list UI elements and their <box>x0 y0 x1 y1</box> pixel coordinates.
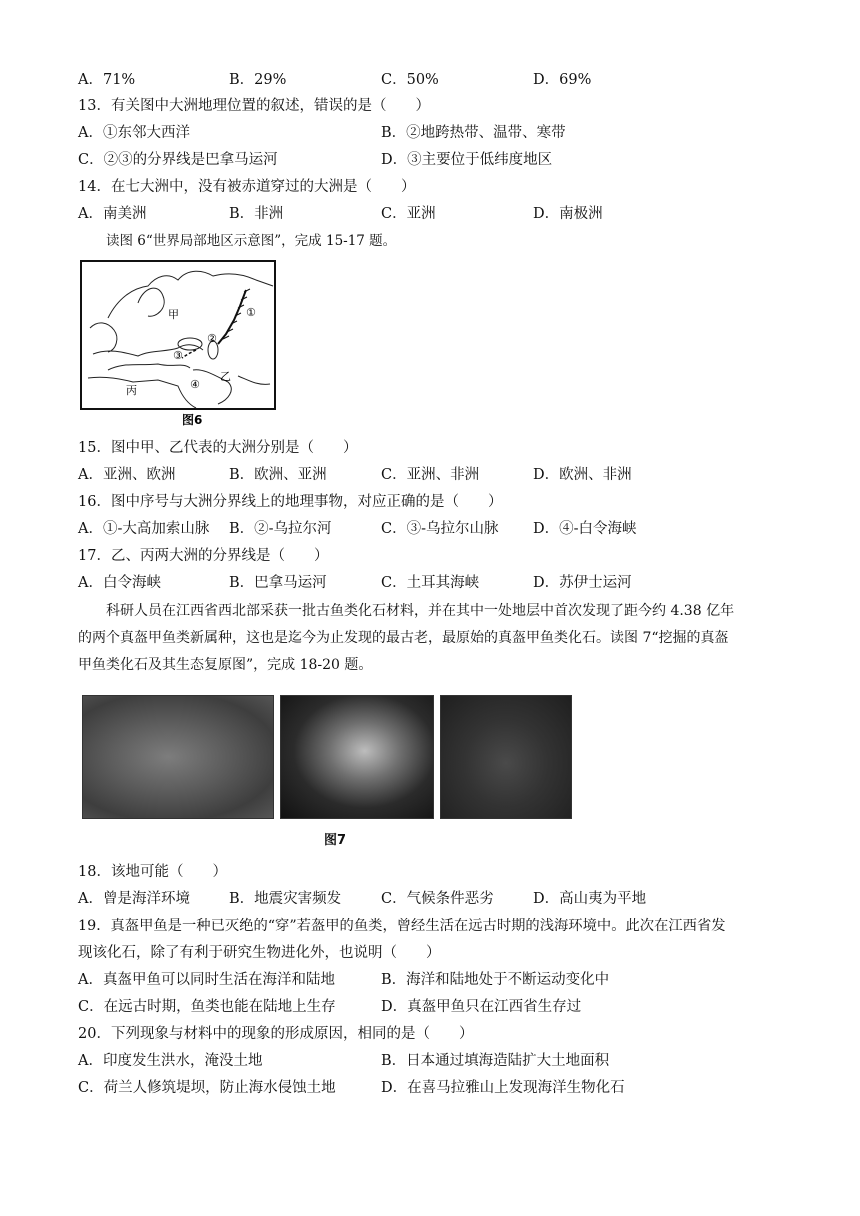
fig6-caption: 图6 <box>182 413 203 427</box>
fig6-label-bing: 丙 <box>126 384 137 397</box>
q18-stem: 18．该地可能（ ） <box>78 864 227 880</box>
q17-option-d: D．苏伊士运河 <box>533 575 632 591</box>
q15-stem: 15．图中甲、乙代表的大洲分别是（ ） <box>78 440 358 456</box>
q20-option-d: D．在喜马拉雅山上发现海洋生物化石 <box>381 1080 625 1096</box>
q20-option-b: B．日本通过填海造陆扩大土地面积 <box>381 1053 610 1069</box>
q12-option-a: A．71% <box>78 72 136 88</box>
q14-option-b: B．非洲 <box>229 206 284 222</box>
q15-option-c: C．亚洲、非洲 <box>381 467 480 483</box>
q12-option-c: C．50% <box>381 72 439 88</box>
fig7-fossil-photo-1 <box>82 695 274 819</box>
q14-option-a: A．南美洲 <box>78 206 147 222</box>
fig6-label-2: ② <box>207 332 217 345</box>
q12-option-b: B．29% <box>229 72 287 88</box>
q14-stem: 14．在七大洲中，没有被赤道穿过的大洲是（ ） <box>78 179 416 195</box>
q19-option-c: C．在远古时期，鱼类也能在陆地上生存 <box>78 999 336 1015</box>
q18-option-b: B．地震灾害频发 <box>229 891 342 907</box>
q17-option-b: B．巴拿马运河 <box>229 575 327 591</box>
fig7-fossil-photo-2 <box>280 695 434 819</box>
material-line-3: 甲鱼类化石及其生态复原图”，完成 18-20 题。 <box>78 657 373 673</box>
q16-option-b: B．②-乌拉尔河 <box>229 521 332 537</box>
fig6-label-yi: 乙 <box>220 370 231 383</box>
q12-option-d: D．69% <box>533 72 592 88</box>
q20-option-a: A．印度发生洪水，淹没土地 <box>78 1053 263 1069</box>
q18-option-c: C．气候条件恶劣 <box>381 891 494 907</box>
q19-option-a: A．真盔甲鱼可以同时生活在海洋和陆地 <box>78 972 335 988</box>
fig6-label-4: ④ <box>190 378 200 391</box>
fig6-intro: 读图 6“世界局部地区示意图”，完成 15-17 题。 <box>106 233 397 249</box>
q15-option-a: A．亚洲、欧洲 <box>78 467 176 483</box>
q13-option-b: B．②地跨热带、温带、寒带 <box>381 125 566 141</box>
q18-option-a: A．曾是海洋环境 <box>78 891 190 907</box>
q13-stem: 13．有关图中大洲地理位置的叙述，错误的是（ ） <box>78 98 430 114</box>
q14-option-d: D．南极洲 <box>533 206 603 222</box>
q16-stem: 16．图中序号与大洲分界线上的地理事物，对应正确的是（ ） <box>78 494 503 510</box>
q16-option-d: D．④-白令海峡 <box>533 521 637 537</box>
q13-option-c: C．②③的分界线是巴拿马运河 <box>78 152 278 168</box>
material-line-2: 的两个真盔甲鱼类新属种，这也是迄今为止发现的最古老，最原始的真盔甲鱼类化石。读图 7“挖掘的真盔 <box>78 630 729 646</box>
q15-option-d: D．欧洲、非洲 <box>533 467 632 483</box>
material-line-1: 科研人员在江西省西北部采获一批古鱼类化石材料，并在其中一处地层中首次发现了距今约 4.38 亿年 <box>106 603 735 619</box>
q17-option-c: C．土耳其海峡 <box>381 575 480 591</box>
fig6-label-1: ① <box>246 306 256 319</box>
fig6-map <box>78 258 278 430</box>
q16-option-c: C．③-乌拉尔山脉 <box>381 521 499 537</box>
fig6-label-jia: 甲 <box>168 308 179 321</box>
fig7-caption: 图7 <box>324 833 347 848</box>
q13-option-d: D．③主要位于低纬度地区 <box>381 152 553 168</box>
q19-stem-line-2: 现该化石，除了有利于研究生物进化外，也说明（ ） <box>78 945 441 961</box>
q19-option-b: B．海洋和陆地处于不断运动变化中 <box>381 972 610 988</box>
q18-option-d: D．高山夷为平地 <box>533 891 647 907</box>
q15-option-b: B．欧洲、亚洲 <box>229 467 327 483</box>
q19-option-d: D．真盔甲鱼只在江西省生存过 <box>381 999 582 1015</box>
q16-option-a: A．①-大高加索山脉 <box>78 521 210 537</box>
q14-option-c: C．亚洲 <box>381 206 436 222</box>
q20-option-c: C．荷兰人修筑堤坝，防止海水侵蚀土地 <box>78 1080 336 1096</box>
q17-stem: 17．乙、丙两大洲的分界线是（ ） <box>78 548 329 564</box>
fig6-label-3: ③ <box>173 349 183 362</box>
q17-option-a: A．白令海峡 <box>78 575 161 591</box>
q13-option-a: A．①东邻大西洋 <box>78 125 190 141</box>
q19-stem-line-1: 19．真盔甲鱼是一种已灭绝的“穿”若盔甲的鱼类，曾经生活在远古时期的浅海环境中。此次在江西省发 <box>78 918 726 934</box>
fig7-reconstruction-photo <box>440 695 572 819</box>
q20-stem: 20．下列现象与材料中的现象的形成原因，相同的是（ ） <box>78 1026 474 1042</box>
